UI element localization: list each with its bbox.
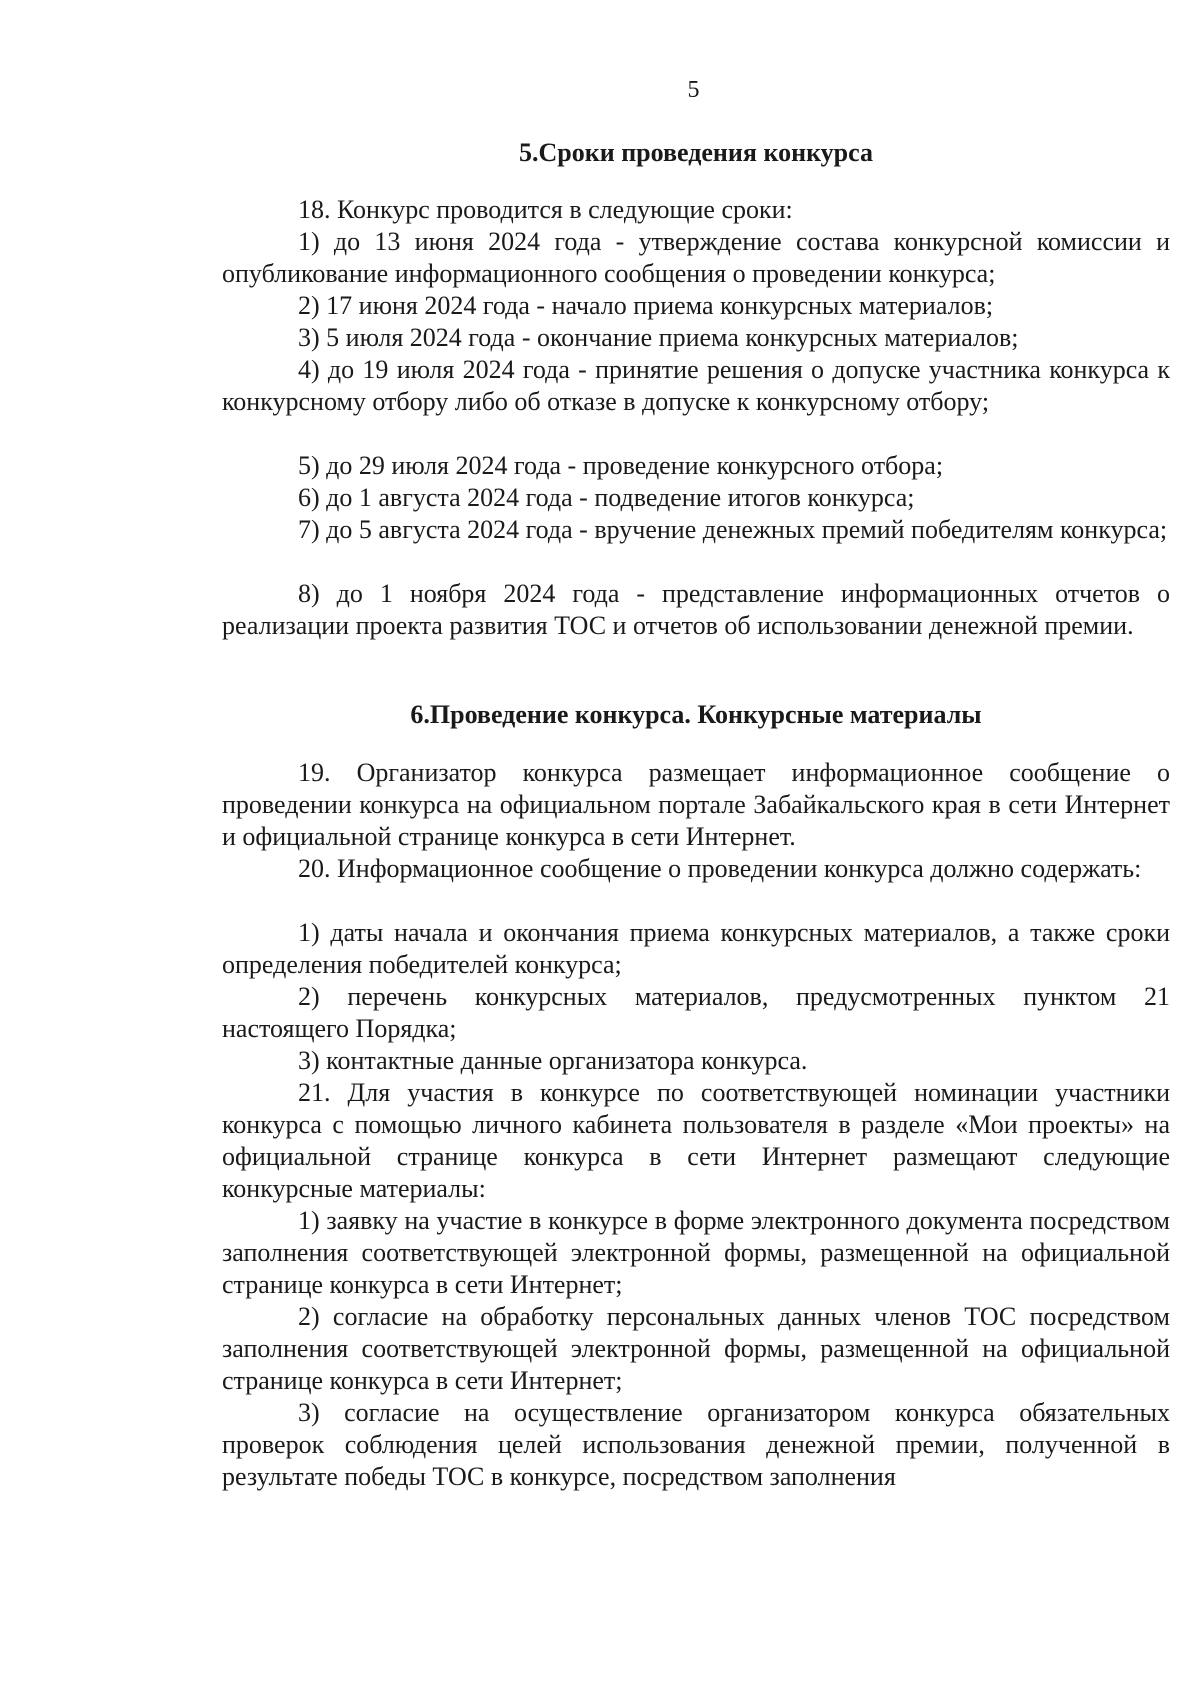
page-number: 5 (687, 77, 700, 103)
list-item: 1) до 13 июня 2024 года - утверждение состава конкурсной комиссии и опубликование информационного сообщения о проведении конкурса; (222, 227, 1170, 288)
list-item: 2) 17 июня 2024 года - начало приема конкурсных материалов; (298, 291, 994, 320)
paragraph-20: 20. Информационное сообщение о проведении конкурса должно содержать: (298, 854, 1142, 883)
list-item: 2) согласие на обработку персональных данных членов ТОС посредством заполнения соответствующей электронной формы, размещенной на официальной странице конкурса в сети Интернет; (222, 1302, 1170, 1395)
list-item: 1) заявку на участие в конкурсе в форме электронного документа посредством заполнения соответствующей электронной формы, размещенной на официальной странице конкурса в сети Интернет; (222, 1206, 1170, 1299)
list-item: 3) 5 июля 2024 года - окончание приема конкурсных материалов; (298, 323, 1019, 352)
list-item: 3) контактные данные организатора конкурса. (298, 1046, 808, 1075)
section-title-5: 5.Сроки проведения конкурса (519, 138, 873, 167)
paragraph-18: 18. Конкурс проводится в следующие сроки: (298, 195, 793, 224)
list-item: 1) даты начала и окончания приема конкурсных материалов, а также сроки определения победителей конкурса; (222, 918, 1170, 979)
list-item: 7) до 5 августа 2024 года - вручение денежных премий победителям конкурса; (298, 515, 1168, 544)
section-title-6: 6.Проведение конкурса. Конкурсные материалы (410, 700, 982, 729)
list-item: 8) до 1 ноября 2024 года - представление информационных отчетов о реализации проекта развития ТОС и отчетов об использовании денежной премии. (222, 579, 1170, 640)
list-item: 3) согласие на осуществление организатором конкурса обязательных проверок соблюдения целей использования денежной премии, полученной в результате победы ТОС в конкурсе, посредством заполнения (222, 1398, 1170, 1491)
list-item: 2) перечень конкурсных материалов, предусмотренных пунктом 21 настоящего Порядка; (222, 982, 1170, 1043)
paragraph-21: 21. Для участия в конкурсе по соответствующей номинации участники конкурса с помощью личного кабинета пользователя в разделе «Мои проекты» на официальной странице конкурса в сети Интернет размещают следующие конкурсные материалы: (222, 1078, 1170, 1203)
list-item: 5) до 29 июля 2024 года - проведение конкурсного отбора; (298, 451, 944, 480)
list-item: 6) до 1 августа 2024 года - подведение итогов конкурса; (298, 483, 915, 512)
list-item: 4) до 19 июля 2024 года - принятие решения о допуске участника конкурса к конкурсному отбору либо об отказе в допуске к конкурсному отбору; (222, 355, 1170, 416)
paragraph-19: 19. Организатор конкурса размещает информационное сообщение о проведении конкурса на официальном портале Забайкальского края в сети Интернет и официальной странице конкурса в сети Интернет. (222, 758, 1170, 851)
